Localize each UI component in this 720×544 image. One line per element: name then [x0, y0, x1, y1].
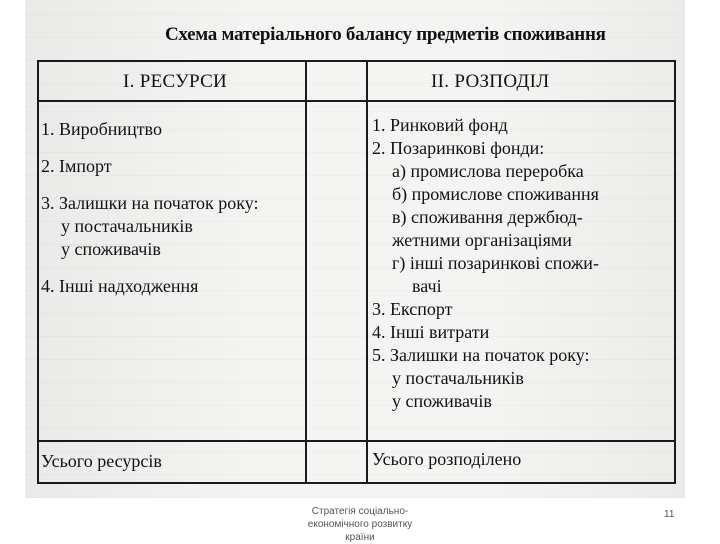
header-resources: І. РЕСУРСИ	[123, 71, 228, 92]
totals-rule	[39, 440, 674, 442]
distribution-subitem: вачі	[412, 276, 442, 296]
distribution-subitem: жетними організаціями	[392, 230, 572, 250]
distribution-item: 1. Ринковий фонд	[372, 115, 508, 135]
distribution-column	[372, 114, 599, 413]
distribution-item: 4. Інші витрати	[372, 322, 490, 342]
scanned-page-image	[25, 0, 685, 498]
distribution-item: 2. Позаринкові фонди:	[372, 138, 545, 158]
distribution-item: 3. Експорт	[372, 299, 453, 319]
scheme-title: Схема матеріального балансу предметів споживання	[165, 24, 606, 45]
resources-item: 2. Імпорт	[41, 156, 112, 176]
page-number: 11	[664, 509, 675, 520]
resources-column	[41, 118, 259, 298]
total-resources: Усього ресурсів	[41, 451, 162, 471]
resources-subitem: у постачальників	[61, 216, 193, 236]
distribution-subitem: а) промислова переробка	[392, 161, 584, 181]
table-divider-left	[305, 62, 307, 482]
header-rule	[39, 100, 674, 102]
slide-footer: Стратегія соціально-економічного розвитку країни	[307, 506, 413, 543]
header-distribution: ІІ. РОЗПОДІЛ	[431, 71, 550, 92]
resources-item: 4. Інші надходження	[41, 276, 199, 296]
resources-subitem: у споживачів	[61, 239, 161, 259]
distribution-subitem: у постачальників	[392, 368, 524, 388]
distribution-subitem: в) споживання держбюд-	[392, 207, 583, 227]
resources-item: 3. Залишки на початок року:	[41, 193, 259, 213]
resources-item: 1. Виробництво	[41, 119, 162, 139]
total-distributed: Усього розподілено	[372, 449, 522, 469]
distribution-subitem: г) інші позаринкові спожи-	[392, 253, 599, 273]
distribution-item: 5. Залишки на початок року:	[372, 345, 590, 365]
distribution-subitem: у споживачів	[392, 391, 492, 411]
table-divider-right	[366, 62, 368, 482]
balance-table	[37, 60, 676, 484]
distribution-subitem: б) промислове споживання	[392, 184, 599, 204]
